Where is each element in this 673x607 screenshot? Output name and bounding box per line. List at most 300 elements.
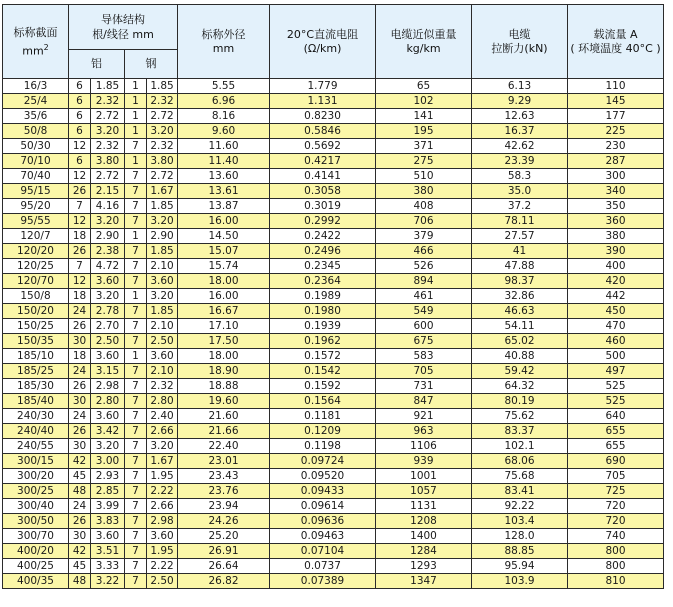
cell-al-diameter: 3.51 (91, 544, 125, 559)
cell-steel-count: 7 (125, 439, 147, 454)
cell-steel-diameter: 1.85 (147, 79, 178, 94)
cell-steel-count: 7 (125, 304, 147, 319)
cell-al-count: 6 (69, 79, 91, 94)
cell-steel-diameter: 3.20 (147, 214, 178, 229)
cell-ampacity: 800 (568, 559, 664, 574)
cell-steel-diameter: 2.66 (147, 424, 178, 439)
cell-section: 120/25 (3, 259, 69, 274)
cell-steel-count: 7 (125, 409, 147, 424)
cell-dc-resistance: 0.1939 (270, 319, 376, 334)
cell-steel-count: 1 (125, 229, 147, 244)
cell-steel-diameter: 2.22 (147, 559, 178, 574)
cell-al-diameter: 3.00 (91, 454, 125, 469)
cell-dc-resistance: 0.8230 (270, 109, 376, 124)
cell-al-diameter: 3.80 (91, 154, 125, 169)
cell-dc-resistance: 0.1564 (270, 394, 376, 409)
header-section-label: 标称截面 (13, 25, 58, 39)
cell-ampacity: 497 (568, 364, 664, 379)
table-row (3, 154, 664, 169)
cell-section: 300/15 (3, 454, 69, 469)
cell-al-count: 7 (69, 259, 91, 274)
cell-weight: 1131 (376, 499, 472, 514)
cell-outer-diameter: 19.60 (178, 394, 270, 409)
cell-al-diameter: 2.98 (91, 379, 125, 394)
cell-dc-resistance: 0.09614 (270, 499, 376, 514)
cell-steel-count: 7 (125, 214, 147, 229)
cell-weight: 102 (376, 94, 472, 109)
cell-dc-resistance: 0.1962 (270, 334, 376, 349)
cell-al-count: 48 (69, 574, 91, 589)
cell-weight: 65 (376, 79, 472, 94)
cell-section: 95/20 (3, 199, 69, 214)
cell-weight: 371 (376, 139, 472, 154)
cell-section: 70/10 (3, 154, 69, 169)
cell-outer-diameter: 6.96 (178, 94, 270, 109)
cable-spec-table (2, 4, 664, 589)
cell-tensile-strength: 37.2 (472, 199, 568, 214)
header-weight-line1: 电缆近似重量 (390, 27, 457, 41)
cell-steel-count: 7 (125, 499, 147, 514)
cell-dc-resistance: 0.09433 (270, 484, 376, 499)
cell-tensile-strength: 75.68 (472, 469, 568, 484)
table-row (3, 319, 664, 334)
header-aluminum: 铝 (69, 50, 125, 79)
cell-section: 16/3 (3, 79, 69, 94)
cell-steel-diameter: 2.10 (147, 319, 178, 334)
cell-ampacity: 720 (568, 499, 664, 514)
cell-steel-count: 7 (125, 379, 147, 394)
cell-outer-diameter: 26.64 (178, 559, 270, 574)
cell-outer-diameter: 11.60 (178, 139, 270, 154)
cell-al-count: 6 (69, 94, 91, 109)
cell-steel-diameter: 2.32 (147, 379, 178, 394)
cell-ampacity: 145 (568, 94, 664, 109)
cell-ampacity: 230 (568, 139, 664, 154)
cell-steel-count: 7 (125, 184, 147, 199)
cell-section: 400/20 (3, 544, 69, 559)
cell-al-diameter: 3.83 (91, 514, 125, 529)
cell-outer-diameter: 15.74 (178, 259, 270, 274)
table-body (3, 79, 664, 589)
cell-section: 185/25 (3, 364, 69, 379)
cell-weight: 1400 (376, 529, 472, 544)
cell-al-diameter: 2.85 (91, 484, 125, 499)
cell-dc-resistance: 0.3019 (270, 199, 376, 214)
cell-steel-diameter: 3.60 (147, 529, 178, 544)
cell-tensile-strength: 92.22 (472, 499, 568, 514)
cell-outer-diameter: 5.55 (178, 79, 270, 94)
cell-steel-count: 7 (125, 244, 147, 259)
cell-steel-count: 7 (125, 574, 147, 589)
cell-al-count: 30 (69, 439, 91, 454)
cell-weight: 1347 (376, 574, 472, 589)
cell-al-count: 26 (69, 424, 91, 439)
cell-steel-count: 7 (125, 259, 147, 274)
table-row (3, 379, 664, 394)
table-row (3, 514, 664, 529)
cell-dc-resistance: 0.0737 (270, 559, 376, 574)
cell-weight: 1284 (376, 544, 472, 559)
cell-al-count: 7 (69, 199, 91, 214)
cell-weight: 675 (376, 334, 472, 349)
cell-al-count: 42 (69, 544, 91, 559)
cell-ampacity: 740 (568, 529, 664, 544)
cell-dc-resistance: 0.09520 (270, 469, 376, 484)
cell-al-diameter: 4.16 (91, 199, 125, 214)
cell-steel-count: 7 (125, 529, 147, 544)
cell-al-diameter: 2.70 (91, 319, 125, 334)
cell-weight: 921 (376, 409, 472, 424)
cell-dc-resistance: 0.1542 (270, 364, 376, 379)
cell-dc-resistance: 1.131 (270, 94, 376, 109)
cell-outer-diameter: 23.43 (178, 469, 270, 484)
cell-tensile-strength: 12.63 (472, 109, 568, 124)
cell-weight: 461 (376, 289, 472, 304)
cell-outer-diameter: 23.76 (178, 484, 270, 499)
cell-steel-count: 1 (125, 349, 147, 364)
cell-tensile-strength: 103.4 (472, 514, 568, 529)
cell-al-diameter: 3.20 (91, 214, 125, 229)
cell-ampacity: 500 (568, 349, 664, 364)
cell-steel-count: 7 (125, 544, 147, 559)
cell-weight: 1106 (376, 439, 472, 454)
cell-steel-count: 7 (125, 199, 147, 214)
cell-al-count: 45 (69, 469, 91, 484)
cell-section: 50/30 (3, 139, 69, 154)
cell-tensile-strength: 78.11 (472, 214, 568, 229)
cell-outer-diameter: 21.66 (178, 424, 270, 439)
cell-section: 240/55 (3, 439, 69, 454)
cell-steel-diameter: 1.95 (147, 469, 178, 484)
cell-weight: 1293 (376, 559, 472, 574)
cell-outer-diameter: 17.10 (178, 319, 270, 334)
cell-al-diameter: 2.32 (91, 94, 125, 109)
table-row (3, 469, 664, 484)
cell-tensile-strength: 40.88 (472, 349, 568, 364)
cell-ampacity: 110 (568, 79, 664, 94)
cell-al-diameter: 2.72 (91, 169, 125, 184)
table-row (3, 79, 664, 94)
cell-steel-diameter: 3.80 (147, 154, 178, 169)
cell-weight: 706 (376, 214, 472, 229)
cell-ampacity: 725 (568, 484, 664, 499)
header-steel: 钢 (125, 50, 178, 79)
header-od-line2: mm (212, 41, 235, 55)
cell-dc-resistance: 0.1181 (270, 409, 376, 424)
cell-tensile-strength: 83.37 (472, 424, 568, 439)
cell-al-diameter: 4.72 (91, 259, 125, 274)
cell-outer-diameter: 16.00 (178, 214, 270, 229)
cell-section: 400/35 (3, 574, 69, 589)
cell-steel-count: 1 (125, 109, 147, 124)
cell-al-diameter: 2.78 (91, 304, 125, 319)
cell-weight: 963 (376, 424, 472, 439)
cell-al-count: 6 (69, 124, 91, 139)
table-row (3, 244, 664, 259)
cell-al-diameter: 3.99 (91, 499, 125, 514)
cell-tensile-strength: 80.19 (472, 394, 568, 409)
cell-steel-diameter: 2.10 (147, 364, 178, 379)
cell-steel-diameter: 2.32 (147, 94, 178, 109)
cell-al-diameter: 2.50 (91, 334, 125, 349)
cell-ampacity: 300 (568, 169, 664, 184)
cell-dc-resistance: 0.2496 (270, 244, 376, 259)
cell-section: 150/8 (3, 289, 69, 304)
cell-steel-count: 7 (125, 364, 147, 379)
cell-ampacity: 442 (568, 289, 664, 304)
table-row (3, 184, 664, 199)
cell-outer-diameter: 18.88 (178, 379, 270, 394)
cell-dc-resistance: 0.4217 (270, 154, 376, 169)
cell-ampacity: 525 (568, 379, 664, 394)
cell-ampacity: 350 (568, 199, 664, 214)
cell-al-count: 12 (69, 214, 91, 229)
cell-tensile-strength: 102.1 (472, 439, 568, 454)
table-row (3, 109, 664, 124)
cell-steel-diameter: 1.67 (147, 454, 178, 469)
cell-al-count: 18 (69, 349, 91, 364)
header-section-unit: mm (22, 44, 44, 58)
cell-steel-diameter: 1.85 (147, 199, 178, 214)
cell-weight: 1001 (376, 469, 472, 484)
cell-outer-diameter: 13.60 (178, 169, 270, 184)
cell-steel-diameter: 2.10 (147, 259, 178, 274)
cell-al-count: 42 (69, 454, 91, 469)
cell-outer-diameter: 11.40 (178, 154, 270, 169)
cell-section: 50/8 (3, 124, 69, 139)
cell-section: 185/10 (3, 349, 69, 364)
table-row (3, 169, 664, 184)
cell-outer-diameter: 16.67 (178, 304, 270, 319)
cell-section: 400/25 (3, 559, 69, 574)
cell-al-diameter: 3.60 (91, 274, 125, 289)
cell-section: 240/40 (3, 424, 69, 439)
cell-steel-count: 7 (125, 139, 147, 154)
table-row (3, 424, 664, 439)
table-row (3, 124, 664, 139)
cell-steel-count: 7 (125, 274, 147, 289)
table-row (3, 94, 664, 109)
cell-outer-diameter: 21.60 (178, 409, 270, 424)
cell-tensile-strength: 23.39 (472, 154, 568, 169)
cell-outer-diameter: 17.50 (178, 334, 270, 349)
cell-dc-resistance: 0.2422 (270, 229, 376, 244)
cell-al-count: 24 (69, 304, 91, 319)
cell-weight: 549 (376, 304, 472, 319)
cell-al-count: 12 (69, 274, 91, 289)
cell-al-count: 24 (69, 409, 91, 424)
cell-al-diameter: 3.22 (91, 574, 125, 589)
cell-outer-diameter: 13.87 (178, 199, 270, 214)
cell-steel-diameter: 2.22 (147, 484, 178, 499)
table-row (3, 559, 664, 574)
header-weight (376, 5, 472, 79)
cell-dc-resistance: 0.07389 (270, 574, 376, 589)
cell-ampacity: 380 (568, 229, 664, 244)
cell-steel-diameter: 2.90 (147, 229, 178, 244)
cell-steel-diameter: 2.32 (147, 139, 178, 154)
cell-steel-count: 7 (125, 334, 147, 349)
cell-tensile-strength: 64.32 (472, 379, 568, 394)
cell-steel-count: 7 (125, 319, 147, 334)
cell-dc-resistance: 0.5846 (270, 124, 376, 139)
cell-al-count: 6 (69, 154, 91, 169)
header-od-line1: 标称外径 (201, 27, 246, 41)
cell-ampacity: 705 (568, 469, 664, 484)
cell-al-diameter: 2.38 (91, 244, 125, 259)
cell-ampacity: 655 (568, 439, 664, 454)
cell-al-diameter: 3.20 (91, 124, 125, 139)
cell-section: 300/40 (3, 499, 69, 514)
cell-al-count: 26 (69, 184, 91, 199)
cell-ampacity: 810 (568, 574, 664, 589)
cell-steel-diameter: 3.20 (147, 439, 178, 454)
cell-steel-diameter: 1.85 (147, 244, 178, 259)
cell-section: 150/20 (3, 304, 69, 319)
cell-tensile-strength: 58.3 (472, 169, 568, 184)
cell-section: 185/40 (3, 394, 69, 409)
cell-steel-diameter: 3.20 (147, 289, 178, 304)
cell-steel-diameter: 2.50 (147, 334, 178, 349)
cell-weight: 731 (376, 379, 472, 394)
cell-steel-count: 1 (125, 154, 147, 169)
table-row (3, 229, 664, 244)
cell-al-diameter: 1.85 (91, 79, 125, 94)
cell-dc-resistance: 0.1572 (270, 349, 376, 364)
cell-dc-resistance: 0.2992 (270, 214, 376, 229)
cell-tensile-strength: 88.85 (472, 544, 568, 559)
cell-steel-count: 1 (125, 289, 147, 304)
cell-dc-resistance: 0.1198 (270, 439, 376, 454)
cell-dc-resistance: 0.1209 (270, 424, 376, 439)
cell-steel-count: 7 (125, 559, 147, 574)
cell-steel-diameter: 1.95 (147, 544, 178, 559)
cell-weight: 526 (376, 259, 472, 274)
cell-ampacity: 470 (568, 319, 664, 334)
table-row (3, 529, 664, 544)
cell-al-diameter: 3.60 (91, 529, 125, 544)
cell-al-diameter: 3.60 (91, 349, 125, 364)
cell-weight: 195 (376, 124, 472, 139)
header-dc-resistance (270, 5, 376, 79)
cell-outer-diameter: 15.07 (178, 244, 270, 259)
table-row (3, 439, 664, 454)
header-conductor (69, 5, 178, 50)
cell-ampacity: 390 (568, 244, 664, 259)
cell-weight: 510 (376, 169, 472, 184)
cell-outer-diameter: 13.61 (178, 184, 270, 199)
cell-outer-diameter: 25.20 (178, 529, 270, 544)
cell-outer-diameter: 26.82 (178, 574, 270, 589)
cell-section: 300/50 (3, 514, 69, 529)
cell-dc-resistance: 0.2364 (270, 274, 376, 289)
cell-al-count: 48 (69, 484, 91, 499)
cell-steel-count: 7 (125, 469, 147, 484)
cell-weight: 1057 (376, 484, 472, 499)
cell-dc-resistance: 0.3058 (270, 184, 376, 199)
cell-weight: 466 (376, 244, 472, 259)
cell-ampacity: 400 (568, 259, 664, 274)
cell-al-diameter: 2.72 (91, 109, 125, 124)
table-row (3, 199, 664, 214)
cell-outer-diameter: 18.00 (178, 349, 270, 364)
cell-ampacity: 177 (568, 109, 664, 124)
cell-weight: 583 (376, 349, 472, 364)
cell-outer-diameter: 23.94 (178, 499, 270, 514)
cell-section: 120/70 (3, 274, 69, 289)
cell-dc-resistance: 0.07104 (270, 544, 376, 559)
cell-tensile-strength: 128.0 (472, 529, 568, 544)
cell-ampacity: 360 (568, 214, 664, 229)
cell-steel-diameter: 2.72 (147, 109, 178, 124)
cell-steel-diameter: 2.50 (147, 574, 178, 589)
cell-section: 70/40 (3, 169, 69, 184)
cell-al-diameter: 3.20 (91, 439, 125, 454)
cell-dc-resistance: 0.1989 (270, 289, 376, 304)
cell-ampacity: 450 (568, 304, 664, 319)
cell-ampacity: 690 (568, 454, 664, 469)
cell-weight: 1208 (376, 514, 472, 529)
table-row (3, 349, 664, 364)
cell-ampacity: 225 (568, 124, 664, 139)
cell-tensile-strength: 59.42 (472, 364, 568, 379)
cell-tensile-strength: 35.0 (472, 184, 568, 199)
table-row (3, 259, 664, 274)
cell-al-diameter: 3.20 (91, 289, 125, 304)
cell-tensile-strength: 41 (472, 244, 568, 259)
cell-tensile-strength: 98.37 (472, 274, 568, 289)
cell-steel-count: 7 (125, 484, 147, 499)
cell-dc-resistance: 0.4141 (270, 169, 376, 184)
cell-steel-diameter: 2.40 (147, 409, 178, 424)
cell-steel-count: 1 (125, 94, 147, 109)
table-row (3, 409, 664, 424)
cell-outer-diameter: 9.60 (178, 124, 270, 139)
header-tensile-line2: 拉断力(kN) (491, 41, 548, 55)
cell-section: 240/30 (3, 409, 69, 424)
cell-tensile-strength: 9.29 (472, 94, 568, 109)
cell-dc-resistance: 0.5692 (270, 139, 376, 154)
cell-tensile-strength: 6.13 (472, 79, 568, 94)
cell-tensile-strength: 46.63 (472, 304, 568, 319)
table-header (3, 5, 664, 79)
header-ampacity (568, 5, 664, 79)
cell-steel-count: 7 (125, 394, 147, 409)
table-row (3, 334, 664, 349)
cell-section: 300/25 (3, 484, 69, 499)
cell-steel-diameter: 3.60 (147, 349, 178, 364)
cell-weight: 380 (376, 184, 472, 199)
cell-al-count: 45 (69, 559, 91, 574)
cell-tensile-strength: 83.41 (472, 484, 568, 499)
table-row (3, 364, 664, 379)
cell-al-count: 24 (69, 499, 91, 514)
table-row (3, 394, 664, 409)
cell-steel-count: 1 (125, 124, 147, 139)
cell-section: 120/7 (3, 229, 69, 244)
cell-ampacity: 525 (568, 394, 664, 409)
table-row (3, 574, 664, 589)
cell-al-count: 26 (69, 319, 91, 334)
cell-al-count: 26 (69, 379, 91, 394)
cell-tensile-strength: 65.02 (472, 334, 568, 349)
cell-tensile-strength: 16.37 (472, 124, 568, 139)
table-row (3, 214, 664, 229)
cell-outer-diameter: 18.90 (178, 364, 270, 379)
header-ampacity-line1: 载流量 A (593, 27, 638, 41)
cell-tensile-strength: 54.11 (472, 319, 568, 334)
cell-tensile-strength: 42.62 (472, 139, 568, 154)
